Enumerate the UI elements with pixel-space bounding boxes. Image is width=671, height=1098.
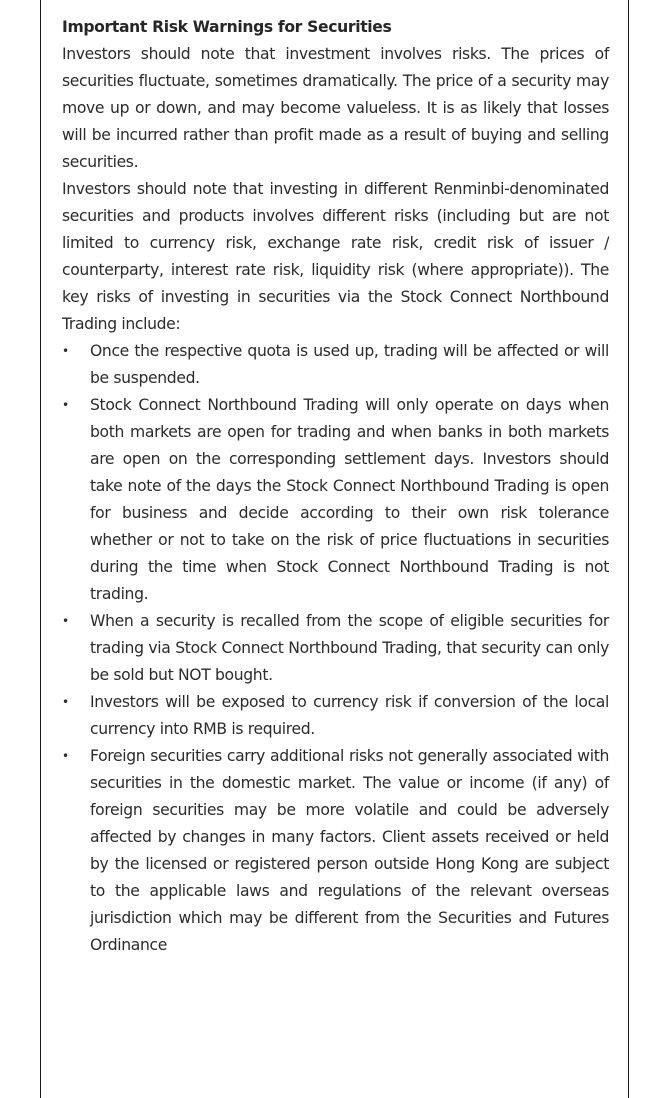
list-item	[62, 743, 609, 959]
risk-text: Stock Connect Northbound Trading will only operate on days when both markets are open for trading and when banks in both markets are open on the corresponding settlement days. Investors should take note of the days the Stock Connect Northbound Trading is open for business and decide according to their own risk tolerance whether or not to take on the risk of price fluctuations in securities during the time when Stock Connect Northbound Trading is not trading.	[90, 396, 609, 603]
intro-paragraph: Investors should note that investment involves risks. The prices of securities fluctuate, sometimes dramatically. The price of a security may move up or down, and may become valueless. It is as likely that losses will be incurred rather than profit made as a result of buying and selling securities.	[62, 45, 609, 171]
bullet-icon: •	[62, 749, 69, 763]
risk-text: Once the respective quota is used up, trading will be affected or will be suspended.	[90, 342, 609, 387]
bullet-icon: •	[62, 344, 69, 358]
list-item	[62, 689, 609, 743]
risk-text: Investors will be exposed to currency risk if conversion of the local currency into RMB is required.	[90, 693, 609, 738]
bullet-icon: •	[62, 398, 69, 412]
document-title: Important Risk Warnings for Securities	[62, 18, 392, 36]
risk-text: When a security is recalled from the scope of eligible securities for trading via Stock Connect Northbound Trading, that security can only be sold but NOT bought.	[90, 612, 609, 684]
key-risks-list	[62, 338, 609, 959]
bullet-icon: •	[62, 695, 69, 709]
risk-warning-document	[62, 14, 609, 959]
list-item	[62, 338, 609, 392]
list-item	[62, 392, 609, 608]
list-item	[62, 608, 609, 689]
bullet-icon: •	[62, 614, 69, 628]
stock-connect-paragraph: Investors should note that investing in different Renminbi-denominated securities and products involves different risks (including but are not limited to currency risk, exchange rate risk, credit risk of issuer / counterparty, interest rate risk, liquidity risk (where appropriate)). The key risks of investing in securities via the Stock Connect Northbound Trading include:	[62, 180, 609, 333]
risk-text: Foreign securities carry additional risks not generally associated with securities in the domestic market. The value or income (if any) of foreign securities may be more volatile and could be adversely affected by changes in many factors. Client assets received or held by the licensed or registered person outside Hong Kong are subject to the applicable laws and regulations of the relevant overseas jurisdiction which may be different from the Securities and Futures Ordinance	[90, 747, 609, 954]
